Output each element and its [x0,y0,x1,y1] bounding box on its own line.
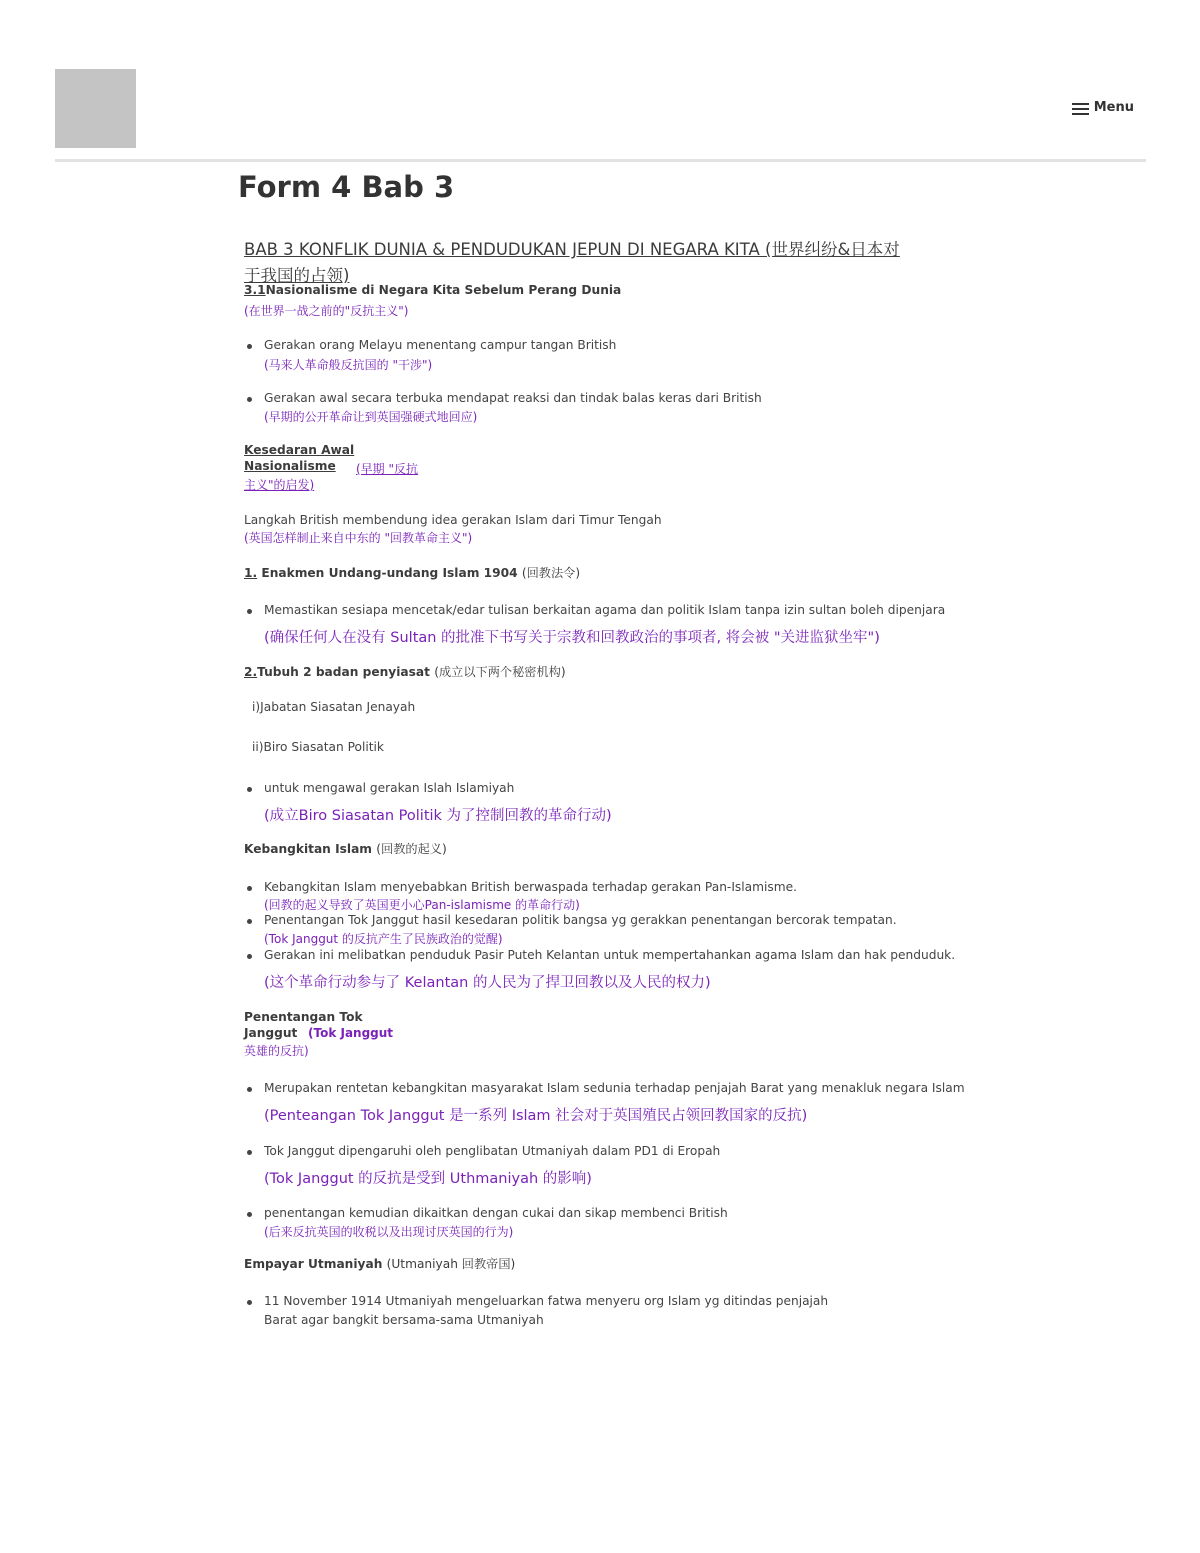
bullet-chinese: (Tok Janggut 的反抗产生了民族政治的觉醒) [264,932,503,946]
chapter-heading-line2: 于我国的占领) [244,266,350,285]
bullet-icon [247,1300,252,1305]
bullet-text: penentangan kemudian dikaitkan dengan cukai dan sikap membenci British [264,1206,728,1220]
bullet-text: Gerakan awal secara terbuka mendapat reaksi dan tindak balas keras dari British [264,391,762,405]
bullet-chinese: (Tok Janggut 的反抗是受到 Uthmaniyah 的影响) [264,1171,592,1187]
bullet-icon [247,609,252,614]
bullet-chinese: (后来反抗英国的收税以及出现讨厌英国的行为) [264,1225,514,1239]
empayar-heading: Empayar Utmaniyah (Utmaniyah 回教帝国) [244,1257,516,1271]
hamburger-icon [1072,101,1089,114]
kesedaran-chinese-2: 主义"的启发) [244,478,315,492]
agency-item-2: ii)Biro Siasatan Politik [252,740,384,754]
bullet-text: Tok Janggut dipengaruhi oleh penglibatan Utmaniyah dalam PD1 di Eropah [264,1144,721,1158]
penentangan-chinese-2: 英雄的反抗) [244,1044,309,1058]
bullet-icon [247,787,252,792]
bullet-text: Gerakan ini melibatkan penduduk Pasir Puteh Kelantan untuk mempertahankan agama Islam dan hak penduduk. [264,948,956,962]
bullet-chinese: (回教的起义导致了英国更小心Pan-islamisme 的革命行动) [264,898,580,912]
bullet-text: Kebangkitan Islam menyebabkan British berwaspada terhadap gerakan Pan-Islamisme. [264,880,797,894]
bullet-icon [247,344,252,349]
bullet-chinese: (Penteangan Tok Janggut 是一系列 Islam 社会对于英国殖民占领回教国家的反抗) [264,1108,808,1124]
bullet-icon [247,886,252,891]
bullet-icon [247,1087,252,1092]
bullet-text: Gerakan orang Melayu menentang campur tangan British [264,338,617,352]
bullet-chinese: (马来人革命般反抗国的 "干涉") [264,358,433,372]
kesedaran-chinese-1: (早期 "反抗 [356,462,419,476]
bullet-icon [247,397,252,402]
section-3-1-chinese: (在世界一战之前的"反抗主义") [244,304,409,318]
menu-button[interactable] [1072,100,1134,115]
bullet-icon [247,1150,252,1155]
bullet-chinese: (早期的公开革命让到英国强硬式地回应) [264,410,478,424]
menu-label: Menu [1093,100,1134,115]
kesedaran-heading-1: Kesedaran Awal [244,443,355,457]
chapter-heading-line1: BAB 3 KONFLIK DUNIA & PENDUDUKAN JEPUN DI NEGARA KITA (世界纠纷&日本对 [244,240,900,259]
page-title: Form 4 Bab 3 [238,170,455,204]
bullet-chinese: (确保任何人在没有 Sultan 的批准下书写关于宗教和回教政治的事项者, 将会被 "关进监狱坐牢") [264,630,880,646]
bullet-icon [247,954,252,959]
langkah-chinese: (英国怎样制止来自中东的 "回教革命主义") [244,531,473,545]
bullet-text: Merupakan rentetan kebangkitan masyarakat Islam sedunia terhadap penjajah Barat yang menakluk negara Islam [264,1081,965,1095]
agency-item-1: i)Jabatan Siasatan Jenayah [252,700,416,714]
bullet-text: untuk mengawal gerakan Islah Islamiyah [264,781,515,795]
bullet-chinese: (成立Biro Siasatan Politik 为了控制回教的革命行动) [264,808,612,824]
penentangan-chinese-1: (Tok Janggut [308,1026,394,1040]
point-1-heading: 1. Enakmen Undang-undang Islam 1904 (回教法令) [244,566,581,580]
bullet-icon [247,919,252,924]
bullet-icon [247,1212,252,1217]
bullet-text: Memastikan sesiapa mencetak/edar tulisan berkaitan agama dan politik Islam tanpa izin sultan boleh dipenjara [264,603,946,617]
site-logo[interactable] [55,69,136,148]
kesedaran-heading-2: Nasionalisme [244,459,336,473]
header-divider [55,159,1146,162]
penentangan-heading-2: Janggut [244,1026,298,1040]
bullet-chinese: (这个革命行动参与了 Kelantan 的人民为了捍卫回教以及人民的权力) [264,975,711,991]
penentangan-heading-1: Penentangan Tok [244,1010,363,1024]
section-3-1-heading: 3.1Nasionalisme di Negara Kita Sebelum Perang Dunia [244,283,622,297]
bullet-text: Penentangan Tok Janggut hasil kesedaran politik bangsa yg gerakkan penentangan bercorak tempatan. [264,913,897,927]
point-2-heading: 2.Tubuh 2 badan penyiasat (成立以下两个秘密机构) [244,665,566,679]
kebangkitan-heading: Kebangkitan Islam (回教的起义) [244,842,447,856]
langkah-text: Langkah British membendung idea gerakan Islam dari Timur Tengah [244,513,662,527]
bullet-text: 11 November 1914 Utmaniyah mengeluarkan fatwa menyeru org Islam yg ditindas penjajah [264,1294,829,1308]
bullet-text: Barat agar bangkit bersama-sama Utmaniyah [264,1313,544,1327]
